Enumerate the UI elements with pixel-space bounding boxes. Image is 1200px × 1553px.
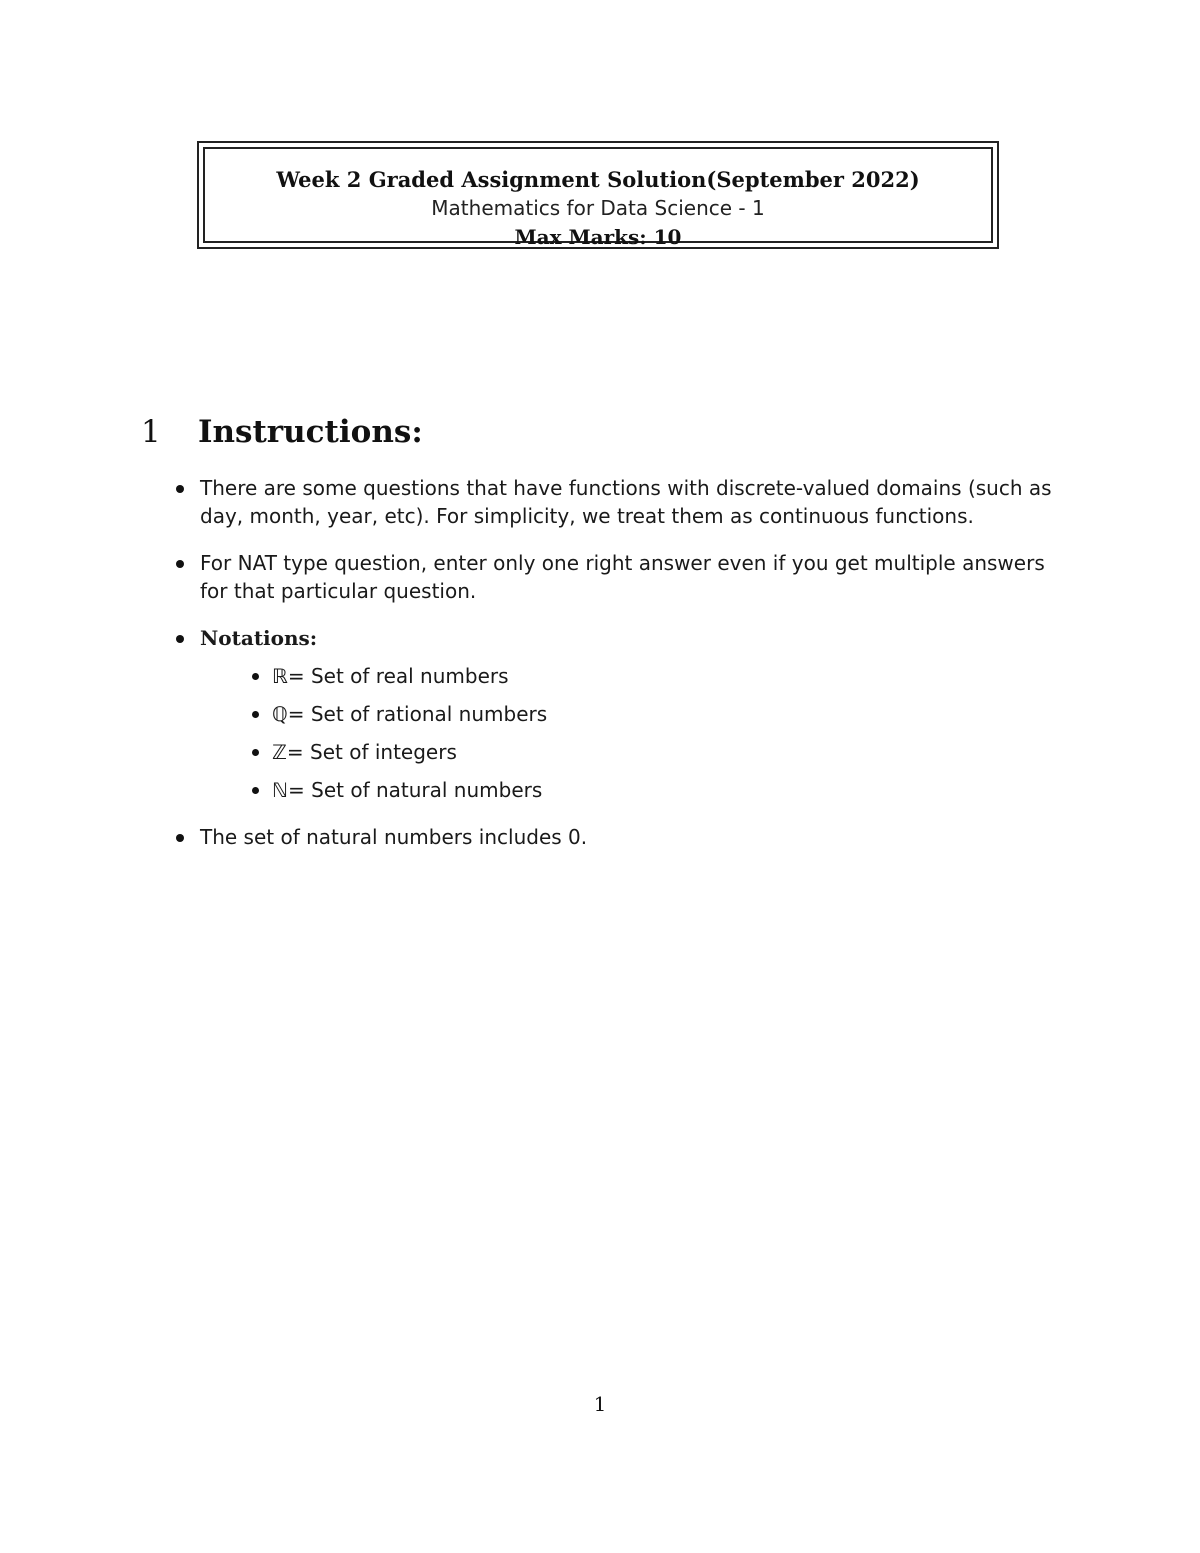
notation-item-reals xyxy=(250,662,1062,690)
title-box xyxy=(197,141,999,249)
notations-label: Notations: xyxy=(200,626,318,650)
instruction-text: There are some questions that have functions with discrete-valued domains (such as day, month, year, etc). For simplicity, we treat them as continuous functions. xyxy=(200,476,1052,528)
notation-text: = Set of rational numbers xyxy=(287,702,548,726)
instructions-content xyxy=(172,474,1062,870)
notation-text: = Set of natural numbers xyxy=(288,778,543,802)
notations-list xyxy=(200,662,1062,804)
page-number: 1 xyxy=(593,1392,607,1416)
notation-symbol: ℚ xyxy=(272,702,288,726)
title-box-inner xyxy=(203,147,993,249)
notation-item-rationals xyxy=(250,700,1062,728)
document-title: Week 2 Graded Assignment Solution(September 2022) xyxy=(276,167,920,192)
instruction-text: For NAT type question, enter only one right answer even if you get multiple answers for that particular question. xyxy=(200,551,1045,603)
instruction-item-naturals-zero xyxy=(172,823,1062,851)
notation-text: = Set of real numbers xyxy=(287,664,509,688)
notation-symbol: ℕ xyxy=(272,778,289,802)
notation-symbol: ℤ xyxy=(272,740,287,764)
max-marks: Max Marks: 10 xyxy=(514,225,682,249)
notation-item-integers xyxy=(250,738,1062,766)
instruction-text: The set of natural numbers includes 0. xyxy=(200,825,588,849)
instruction-item-nat xyxy=(172,549,1062,605)
instruction-item-notations xyxy=(172,624,1062,804)
section-number: 1 xyxy=(141,414,161,450)
notation-symbol: ℝ xyxy=(272,664,288,688)
notation-text: = Set of integers xyxy=(286,740,457,764)
instruction-item-continuous xyxy=(172,474,1062,530)
course-name: Mathematics for Data Science - 1 xyxy=(431,196,765,220)
section-heading xyxy=(141,412,423,452)
section-title: Instructions: xyxy=(198,414,423,450)
notation-item-naturals xyxy=(250,776,1062,804)
instructions-list xyxy=(172,474,1062,851)
